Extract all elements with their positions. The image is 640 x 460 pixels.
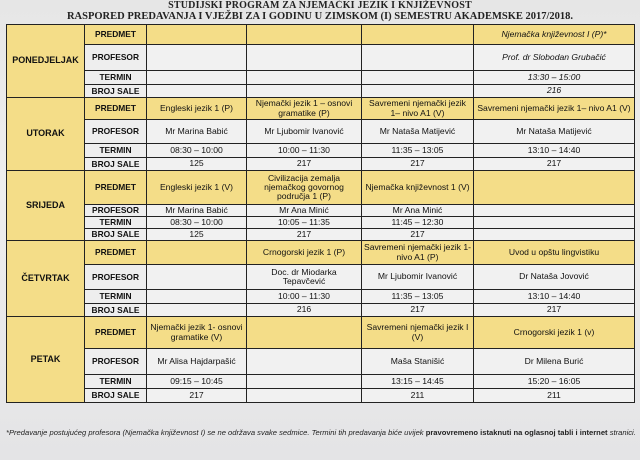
time-cell: 10:05 – 11:35 (247, 217, 362, 229)
table-row (7, 217, 635, 229)
professor-cell: Mr Ljubomir Ivanović (362, 265, 474, 290)
label-broj-sale: BROJ SALE (85, 158, 147, 171)
cell-empty (147, 265, 247, 290)
schedule-table (6, 24, 635, 403)
subject-cell: Njemački jezik 1 – osnovi gramatike (P) (247, 98, 362, 120)
room-cell: 217 (247, 229, 362, 241)
table-row (7, 85, 635, 98)
professor-cell: Mr Marina Babić (147, 205, 247, 217)
label-profesor: PROFESOR (85, 120, 147, 144)
subject-cell: Savremeni njemački jezik I (V) (362, 317, 474, 349)
cell-empty (247, 317, 362, 349)
table-row (7, 304, 635, 317)
cell-empty (147, 241, 247, 265)
cell-empty (147, 25, 247, 45)
label-termin: TERMIN (85, 375, 147, 389)
table-row (7, 349, 635, 375)
cell-empty (247, 389, 362, 403)
table-row (7, 290, 635, 304)
cell-empty (247, 85, 362, 98)
table-row (7, 120, 635, 144)
time-cell: 08:30 – 10:00 (147, 144, 247, 158)
day-friday: PETAK (7, 317, 85, 403)
room-cell: 211 (474, 389, 635, 403)
subject-cell: Engleski jezik 1 (P) (147, 98, 247, 120)
label-profesor: PROFESOR (85, 265, 147, 290)
table-row (7, 171, 635, 205)
time-cell: 13:15 – 14:45 (362, 375, 474, 389)
room-cell: 125 (147, 229, 247, 241)
footnote-emphasis: pravovremeno istaknuti na oglasnoj tabli i internet (425, 428, 608, 437)
subject-cell: Uvod u opštu lingvistiku (474, 241, 635, 265)
room-cell: 211 (362, 389, 474, 403)
label-profesor: PROFESOR (85, 45, 147, 71)
professor-cell: Dr Milena Burić (474, 349, 635, 375)
table-row (7, 25, 635, 45)
label-broj-sale: BROJ SALE (85, 304, 147, 317)
room-cell: 217 (362, 304, 474, 317)
professor-cell: Maša Stanišić (362, 349, 474, 375)
table-row (7, 317, 635, 349)
label-broj-sale: BROJ SALE (85, 85, 147, 98)
cell-empty (147, 85, 247, 98)
subject-cell: Crnogorski jezik 1 (P) (247, 241, 362, 265)
subject-cell: Savremeni njemački jezik 1– nivo A1 (V) (474, 98, 635, 120)
footnote-text: *Predavanje postujućeg profesora (Njemačka književnost I) se ne održava svake sedmice. Termini tih predavanja biće uvijek (6, 428, 426, 437)
table-row (7, 98, 635, 120)
time-cell: 10:00 – 11:30 (247, 144, 362, 158)
cell-empty (247, 349, 362, 375)
table-row (7, 144, 635, 158)
time-cell: 11:35 – 13:05 (362, 290, 474, 304)
professor-cell: Mr Nataša Matijević (362, 120, 474, 144)
label-predmet: PREDMET (85, 25, 147, 45)
subject-cell: Njemačka književnost 1 (V) (362, 171, 474, 205)
table-row (7, 265, 635, 290)
room-cell: 217 (247, 158, 362, 171)
cell-empty (147, 71, 247, 85)
time-cell: 11:45 – 12:30 (362, 217, 474, 229)
subject-cell: Crnogorski jezik 1 (v) (474, 317, 635, 349)
room-cell: 217 (362, 158, 474, 171)
day-thursday: ČETVRTAK (7, 241, 85, 317)
cell-empty (247, 71, 362, 85)
subject-cell: Njemačka književnost I (P)* (474, 25, 635, 45)
room-cell: 217 (147, 389, 247, 403)
cell-empty (147, 304, 247, 317)
label-termin: TERMIN (85, 217, 147, 229)
subject-cell: Civilizacija zemalja njemačkog govornog područja 1 (P) (247, 171, 362, 205)
cell-empty (362, 85, 474, 98)
label-broj-sale: BROJ SALE (85, 229, 147, 241)
label-profesor: PROFESOR (85, 205, 147, 217)
professor-cell: Dr Nataša Jovović (474, 265, 635, 290)
cell-empty (247, 25, 362, 45)
professor-cell: Prof. dr Slobodan Grubačić (474, 45, 635, 71)
day-tuesday: UTORAK (7, 98, 85, 171)
time-cell: 15:20 – 16:05 (474, 375, 635, 389)
cell-empty (474, 171, 635, 205)
table-row (7, 375, 635, 389)
table-row (7, 71, 635, 85)
subject-cell: Savremeni njemački jezik 1– nivo A1 (V) (362, 98, 474, 120)
day-monday: PONEDJELJAK (7, 25, 85, 98)
time-cell: 13:10 – 14:40 (474, 144, 635, 158)
program-title: STUDIJSKI PROGRAM ZA NJEMAČKI JEZIK I KNJIŽEVNOST (168, 0, 472, 11)
cell-empty (362, 25, 474, 45)
label-termin: TERMIN (85, 144, 147, 158)
professor-cell: Mr Ana Minić (247, 205, 362, 217)
time-cell: 13:30 – 15:00 (474, 71, 635, 85)
cell-empty (147, 290, 247, 304)
label-profesor: PROFESOR (85, 349, 147, 375)
label-termin: TERMIN (85, 71, 147, 85)
label-broj-sale: BROJ SALE (85, 389, 147, 403)
room-cell: 217 (474, 158, 635, 171)
schedule-title: RASPORED PREDAVANJA I VJEŽBI ZA I GODINU U ZIMSKOM (I) SEMESTRU AKADEMSKE 2017/2018. (66, 11, 574, 22)
table-row (7, 158, 635, 171)
table-row (7, 45, 635, 71)
professor-cell: Mr Ljubomir Ivanović (247, 120, 362, 144)
professor-cell: Doc. dr Miodarka Tepavčević (247, 265, 362, 290)
table-row (7, 241, 635, 265)
time-cell: 11:35 – 13:05 (362, 144, 474, 158)
time-cell: 08:30 – 10:00 (147, 217, 247, 229)
room-cell: 216 (474, 85, 635, 98)
cell-empty (474, 229, 635, 241)
subject-cell: Savremeni njemački jezik 1- nivo A1 (P) (362, 241, 474, 265)
table-row (7, 229, 635, 241)
time-cell: 13:10 – 14:40 (474, 290, 635, 304)
cell-empty (474, 205, 635, 217)
table-row (7, 205, 635, 217)
professor-cell: Mr Nataša Matijević (474, 120, 635, 144)
cell-empty (362, 45, 474, 71)
label-predmet: PREDMET (85, 241, 147, 265)
cell-empty (247, 375, 362, 389)
table-row (7, 389, 635, 403)
time-cell: 10:00 – 11:30 (247, 290, 362, 304)
room-cell: 125 (147, 158, 247, 171)
label-termin: TERMIN (85, 290, 147, 304)
footnote (6, 428, 636, 437)
label-predmet: PREDMET (85, 171, 147, 205)
room-cell: 216 (247, 304, 362, 317)
cell-empty (147, 45, 247, 71)
professor-cell: Mr Alisa Hajdarpašić (147, 349, 247, 375)
cell-empty (247, 45, 362, 71)
day-wednesday: SRIJEDA (7, 171, 85, 241)
footnote-text-end: stranici. (607, 428, 636, 437)
professor-cell: Mr Ana Minić (362, 205, 474, 217)
professor-cell: Mr Marina Babić (147, 120, 247, 144)
cell-empty (474, 217, 635, 229)
label-predmet: PREDMET (85, 317, 147, 349)
room-cell: 217 (362, 229, 474, 241)
time-cell: 09:15 – 10:45 (147, 375, 247, 389)
label-predmet: PREDMET (85, 98, 147, 120)
room-cell: 217 (474, 304, 635, 317)
subject-cell: Njemački jezik 1- osnovi gramatike (V) (147, 317, 247, 349)
subject-cell: Engleski jezik 1 (V) (147, 171, 247, 205)
cell-empty (362, 71, 474, 85)
